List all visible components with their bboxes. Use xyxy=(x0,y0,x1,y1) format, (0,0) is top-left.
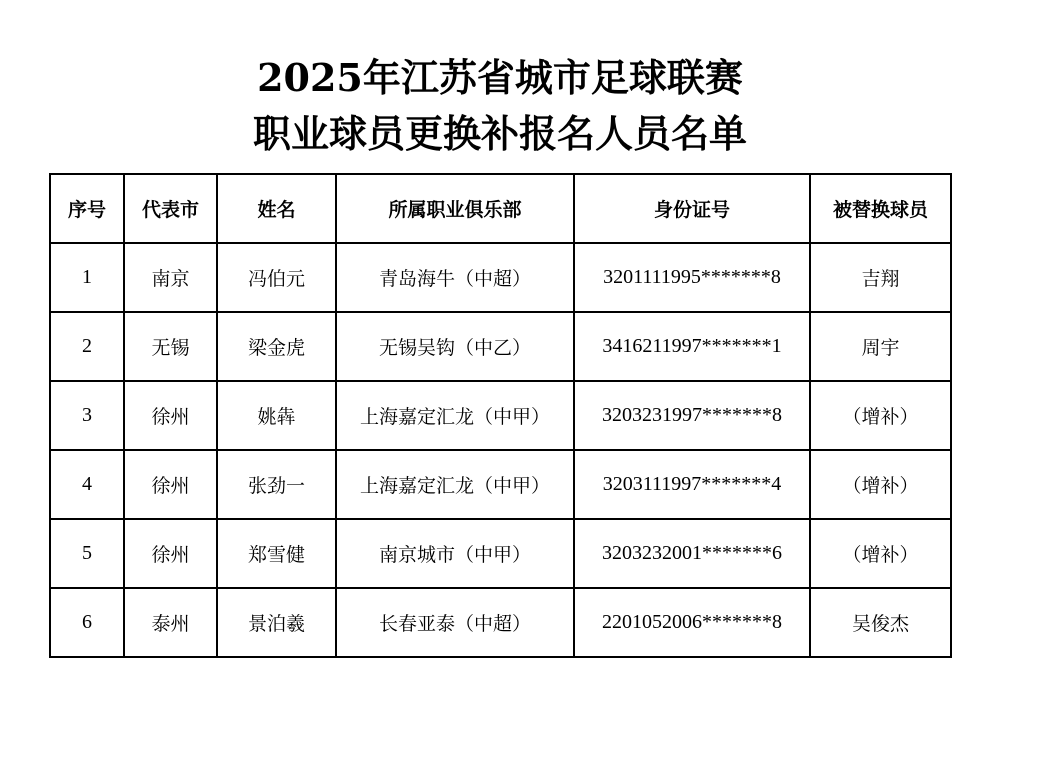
cell-index: 1 xyxy=(50,243,124,312)
cell-name: 梁金虎 xyxy=(217,312,336,381)
cell-replaced-player: 周宇 xyxy=(810,312,951,381)
cell-city: 徐州 xyxy=(124,519,217,588)
header-name: 姓名 xyxy=(217,174,336,243)
header-index: 序号 xyxy=(50,174,124,243)
table-header-row xyxy=(50,174,951,243)
cell-id-number: 3203232001*******6 xyxy=(574,519,810,588)
header-club: 所属职业俱乐部 xyxy=(336,174,574,243)
cell-id-number: 3201111995*******8 xyxy=(574,243,810,312)
cell-id-number: 3203231997*******8 xyxy=(574,381,810,450)
header-id-number: 身份证号 xyxy=(574,174,810,243)
table-row xyxy=(50,588,951,657)
cell-replaced-player: 吉翔 xyxy=(810,243,951,312)
table-row xyxy=(50,243,951,312)
table-row xyxy=(50,381,951,450)
document-title-line2: 职业球员更换补报名人员名单 xyxy=(252,111,747,156)
document-title-line1: 2025年江苏省城市足球联赛 xyxy=(257,55,743,100)
cell-name: 张劲一 xyxy=(217,450,336,519)
cell-id-number: 3203111997*******4 xyxy=(574,450,810,519)
table-row xyxy=(50,519,951,588)
cell-club: 长春亚泰（中超） xyxy=(336,588,574,657)
cell-replaced-player: （增补） xyxy=(810,450,951,519)
cell-replaced-player: （增补） xyxy=(810,519,951,588)
cell-index: 5 xyxy=(50,519,124,588)
cell-city: 徐州 xyxy=(124,381,217,450)
cell-club: 南京城市（中甲） xyxy=(336,519,574,588)
cell-club: 无锡吴钩（中乙） xyxy=(336,312,574,381)
table-row xyxy=(50,312,951,381)
cell-replaced-player: （增补） xyxy=(810,381,951,450)
cell-club: 青岛海牛（中超） xyxy=(336,243,574,312)
header-city: 代表市 xyxy=(124,174,217,243)
cell-index: 4 xyxy=(50,450,124,519)
roster-table xyxy=(49,173,952,658)
cell-city: 无锡 xyxy=(124,312,217,381)
cell-club: 上海嘉定汇龙（中甲） xyxy=(336,450,574,519)
cell-index: 3 xyxy=(50,381,124,450)
cell-id-number: 2201052006*******8 xyxy=(574,588,810,657)
cell-name: 景泊羲 xyxy=(217,588,336,657)
header-replaced-player: 被替换球员 xyxy=(810,174,951,243)
table-row xyxy=(50,450,951,519)
cell-city: 泰州 xyxy=(124,588,217,657)
cell-city: 南京 xyxy=(124,243,217,312)
cell-city: 徐州 xyxy=(124,450,217,519)
cell-name: 郑雪健 xyxy=(217,519,336,588)
cell-club: 上海嘉定汇龙（中甲） xyxy=(336,381,574,450)
cell-index: 2 xyxy=(50,312,124,381)
cell-id-number: 3416211997*******1 xyxy=(574,312,810,381)
cell-name: 姚犇 xyxy=(217,381,336,450)
cell-name: 冯伯元 xyxy=(217,243,336,312)
cell-replaced-player: 吴俊杰 xyxy=(810,588,951,657)
cell-index: 6 xyxy=(50,588,124,657)
